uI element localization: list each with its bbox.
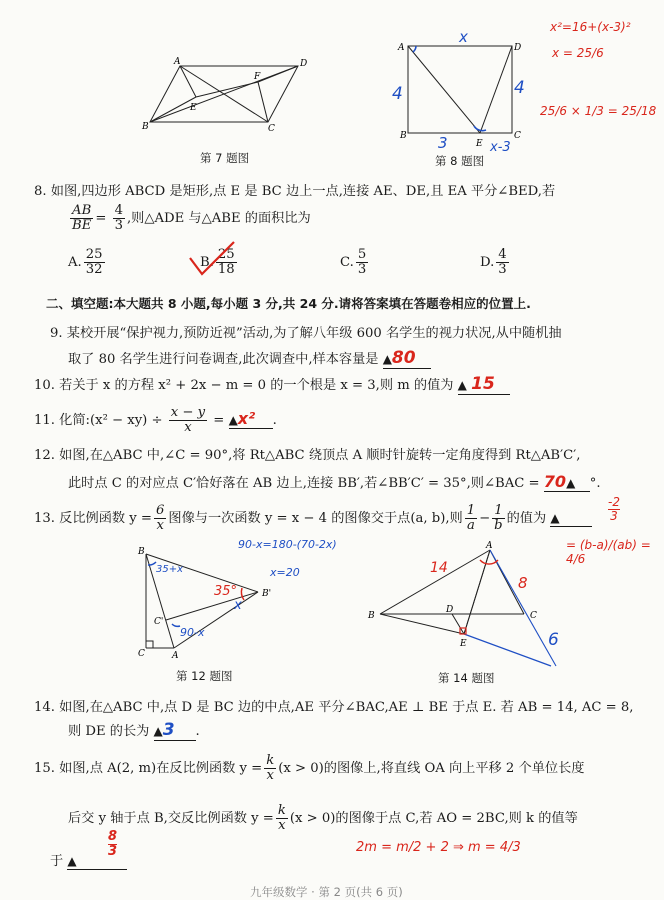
- q15-line-1: 15. 如图,点 A(2, m)在反比例函数 y = $\frac{k}{x}$ (x > 0)的图像上,将直线 OA 向上平移 2 个单位长度: [34, 753, 585, 783]
- fig7-label-e: E: [190, 103, 197, 113]
- fig7-label-a: A: [174, 57, 181, 67]
- fig8-note-right: 4: [514, 78, 525, 98]
- q15-line-3: 于 ▲: [50, 850, 127, 870]
- fig8-note-be: x-3: [490, 140, 511, 155]
- fig12-label-a: A: [172, 651, 179, 661]
- q10-line: 10. 若关于 x 的方程 x² + 2x − m = 0 的一个根是 x = 3,则 m 的值为 ▲ 15: [34, 374, 510, 395]
- q8-ratio-num: AB: [70, 204, 93, 219]
- section-2-heading: 二、填空题:本大题共 8 小题,每小题 3 分,共 24 分.请将答案填在答题卷相应的位置上.: [46, 296, 531, 311]
- q8-check-mark: [186, 238, 246, 280]
- fig8-caption: 第 8 题图: [435, 154, 485, 168]
- q8-option-d: D. $\frac{4}{3}$: [480, 247, 507, 277]
- fig14-label-d: D: [446, 605, 454, 615]
- fig14-label-e: E: [460, 639, 467, 649]
- fig8-note-left: 4: [392, 84, 403, 104]
- q8-ratio-val-num: 4: [114, 203, 123, 218]
- q13-answer: -2 3: [608, 495, 620, 523]
- margin-note-3: 25/6 × 1/3 = 25/18: [540, 104, 657, 118]
- q10-answer: 15: [471, 374, 495, 394]
- q9-answer: 80: [391, 348, 416, 368]
- fig7-caption: 第 7 题图: [200, 151, 250, 165]
- q14-line-1: 14. 如图,在△ABC 中,点 D 是 BC 边的中点,AE 平分∠BAC,AE ⊥ BE 于点 E. 若 AB = 14, AC = 8,: [34, 700, 634, 715]
- q11-line: 11. 化简:(x² − xy) ÷ $\frac{x - y}{x}$ = ▲x² .: [34, 405, 277, 435]
- page-footer: 九年级数学 · 第 2 页(共 6 页): [250, 885, 403, 899]
- figure-14: [366, 540, 586, 672]
- fig8-label-b: B: [400, 131, 407, 141]
- fig8-note-top: x: [459, 28, 468, 46]
- fig8-label-e: E: [476, 139, 483, 149]
- margin-note-5: x=20: [270, 566, 300, 579]
- q9-line-1: 9. 某校开展“保护视力,预防近视”活动,为了解八年级 600 名学生的视力状况,从中随机抽: [50, 326, 562, 341]
- margin-note-6: = (b-a)/(ab) = 4/6: [566, 538, 651, 566]
- fig7-label-f: F: [254, 72, 261, 82]
- q8-option-b: B. $\frac{25}{18}$: [200, 247, 235, 277]
- fig12-label-c: C: [138, 649, 145, 659]
- margin-note-1: x²=16+(x-3)²: [550, 20, 631, 34]
- q8-stem-2-text: ,则△ADE 与△ABE 的面积比为: [126, 210, 311, 226]
- fig12-label-cp: C': [154, 617, 164, 627]
- fig8-note-bottom: 3: [438, 134, 448, 152]
- margin-note-4: 90-x=180-(70-2x): [238, 538, 337, 551]
- fig12-note-b: 35+x: [156, 564, 184, 575]
- fig14-label-b: B: [368, 611, 375, 621]
- q11-answer: x²: [237, 408, 256, 428]
- q15-line-2: 后交 y 轴于点 B,交反比例函数 y = $\frac{k}{x}$ (x > 0)的图像于点 C,若 AO = 2BC,则 k 的值等: [68, 803, 578, 833]
- fig12-note-x: x: [234, 598, 242, 613]
- q8-ratio-val-den: 3: [114, 217, 123, 233]
- fig14-note-ab: 14: [430, 560, 448, 576]
- q15-answer: 8 3: [108, 829, 118, 859]
- fig8-label-a: A: [398, 43, 405, 53]
- q9-line-2: 取了 80 名学生进行问卷调查,此次调查中,样本容量是 ▲80: [68, 348, 431, 369]
- q12-line-2: 此时点 C 的对应点 C′恰好落在 AB 边上,连接 BB′,若∠BB′C′ = 35°,则∠BAC = 70▲ °.: [68, 472, 601, 491]
- fig12-note-35: 35°: [214, 584, 238, 599]
- q8-option-c: C. $\frac{5}{3}$: [340, 247, 367, 277]
- q8-stem-2: $\frac{AB}{BE}$ = $\frac{4}{3}$ ,则△ADE 与△ABE 的面积比为: [72, 203, 311, 233]
- fig12-note-90: 90-x: [180, 626, 205, 639]
- fig14-caption: 第 14 题图: [438, 671, 495, 685]
- q13-line: 13. 反比例函数 y = $\frac{6}{x}$ 图像与一次函数 y = x − 4 的图像交于点(a, b),则 $\frac{1}{a}$ − $\frac{1}{b}$ 的值为 ▲: [34, 504, 592, 533]
- fig8-label-d: D: [514, 43, 522, 53]
- q12-answer: 70: [543, 472, 567, 491]
- fig8-label-c: C: [514, 131, 521, 141]
- figure-7: [140, 52, 320, 134]
- q12-line-1: 12. 如图,在△ABC 中,∠C = 90°,将 Rt△ABC 绕顶点 A 顺时针旋转一定角度得到 Rt△AB′C′,: [34, 448, 581, 463]
- q8-option-a: A. $\frac{25}{32}$: [68, 247, 103, 277]
- q8-ratio-den: BE: [72, 217, 92, 233]
- fig7-label-c: C: [268, 124, 275, 134]
- fig14-label-c: C: [530, 611, 537, 621]
- q8-stem: 8. 如图,四边形 ABCD 是矩形,点 E 是 BC 边上一点,连接 AE、DE,且 EA 平分∠BED,若: [34, 184, 556, 199]
- fig14-note-ac: 8: [518, 574, 528, 592]
- fig12-caption: 第 12 题图: [176, 669, 233, 683]
- margin-note-7: 2m = m/2 + 2 ⇒ m = 4/3: [356, 840, 521, 855]
- fig14-label-a: A: [486, 541, 493, 551]
- fig12-label-bp: B': [262, 589, 272, 599]
- margin-note-2: x = 25/6: [552, 46, 604, 60]
- q14-answer: 3: [162, 720, 175, 740]
- fig7-label-d: D: [300, 59, 308, 69]
- q14-line-2: 则 DE 的长为 ▲3 .: [68, 720, 200, 740]
- fig7-label-b: B: [142, 122, 149, 132]
- fig14-note-line: 6: [548, 630, 559, 650]
- figure-12: [126, 544, 296, 664]
- fig12-label-b: B: [138, 547, 145, 557]
